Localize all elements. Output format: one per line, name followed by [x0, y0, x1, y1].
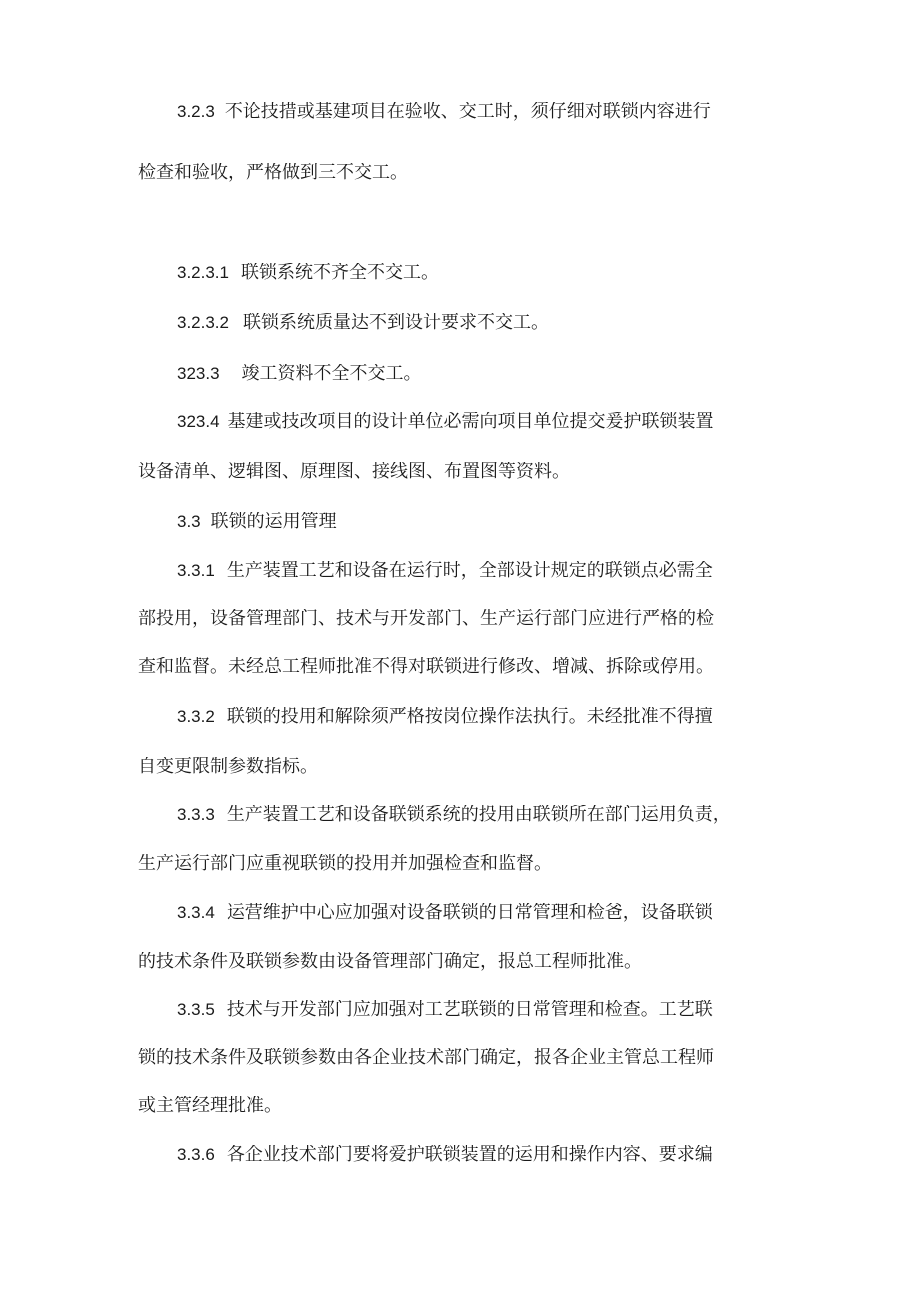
section-number: 3.2.3 — [177, 102, 215, 121]
paragraph-text: 不论技措或基建项目在验收、交工时，须仔细对联锁内容进行 — [224, 102, 711, 122]
paragraph-line — [138, 805, 782, 825]
paragraph-text: 自变更限制参数指标。 — [138, 757, 318, 777]
paragraph-3-3-3 — [138, 805, 782, 874]
paragraph-line — [138, 462, 782, 482]
paragraph-text: 生产运行部门应重视联锁的投用并加强检查和监督。 — [138, 854, 552, 874]
paragraph-line — [138, 263, 782, 283]
paragraph-text: 联锁系统质量达不到设计要求不交工。 — [243, 313, 549, 333]
paragraph-3-3-2 — [138, 707, 782, 777]
section-number: 3.3 — [177, 512, 201, 531]
paragraph-text: 联锁的运用管理 — [210, 512, 337, 532]
paragraph-3-2-3-1 — [138, 263, 782, 283]
paragraph-text: 运营维护中心应加强对设备联锁的日常管理和检爸，设备联锁 — [226, 903, 713, 923]
paragraph-line — [138, 102, 782, 122]
paragraph-text: 查和监督。未经总工程师批准不得对联锁进行修改、增减、拆除或停用。 — [138, 657, 714, 677]
paragraph-text: 生产装置工艺和设备在运行时，全部设计规定的联锁点必需全 — [226, 561, 713, 581]
paragraph-line — [138, 757, 782, 777]
paragraph-line — [138, 561, 782, 581]
paragraph-text: 联锁系统不齐全不交工。 — [241, 263, 439, 283]
paragraph-text: 联锁的投用和解除须严格按岗位操作法执行。未经批准不得擅 — [226, 707, 713, 727]
paragraph-3-3-1 — [138, 561, 782, 677]
paragraph-line — [138, 163, 782, 183]
paragraph-text: 部投用，设备管理部门、技术与开发部门、生产运行部门应进行严格的检 — [138, 609, 714, 629]
paragraph-line — [138, 609, 782, 629]
paragraph-3-2-3-2 — [138, 313, 782, 333]
paragraph-323-3 — [138, 364, 782, 384]
section-number: 3.2.3.2 — [177, 313, 229, 332]
paragraph-text: 技术与开发部门应加强对工艺联锁的日常管理和检查。工艺联 — [226, 1000, 713, 1020]
paragraph-line — [138, 903, 782, 923]
paragraph-line — [138, 952, 782, 972]
paragraph-text: 竣工资料不全不交工。 — [241, 364, 422, 384]
section-number: 3.3.6 — [177, 1145, 215, 1164]
section-number: 3.3.5 — [177, 1000, 215, 1019]
section-number: 3.3.1 — [177, 561, 215, 580]
section-number: 3.2.3.1 — [177, 263, 229, 282]
paragraph-3-3-4 — [138, 903, 782, 972]
section-number: 3.3.4 — [177, 903, 215, 922]
paragraph-line — [138, 1048, 782, 1068]
paragraph-line — [138, 1000, 782, 1020]
paragraph-3-3 — [138, 512, 782, 532]
section-number: 323.4 — [177, 412, 220, 431]
paragraph-line — [138, 707, 782, 727]
paragraph-text: 检查和验收，严格做到三不交工。 — [138, 163, 408, 183]
paragraph-line — [138, 412, 782, 432]
paragraph-3-2-3 — [138, 102, 782, 183]
paragraph-line — [138, 854, 782, 874]
paragraph-line — [138, 512, 782, 532]
section-number: 3.3.2 — [177, 707, 215, 726]
paragraph-line — [138, 313, 782, 333]
paragraph-3-3-5 — [138, 1000, 782, 1116]
paragraph-line — [138, 1145, 782, 1165]
paragraph-line — [138, 1096, 782, 1116]
paragraph-323-4 — [138, 412, 782, 482]
paragraph-3-3-6 — [138, 1145, 782, 1165]
section-number: 3.3.3 — [177, 805, 215, 824]
paragraph-line — [138, 657, 782, 677]
paragraph-text: 各企业技术部门要将爱护联锁装置的运用和操作内容、要求编 — [226, 1145, 713, 1165]
section-number: 323.3 — [177, 364, 220, 383]
paragraph-text: 的技术条件及联锁参数由设备管理部门确定，报总工程师批准。 — [138, 952, 642, 972]
paragraph-text: 锁的技术条件及联锁参数由各企业技术部门确定，报各企业主管总工程师 — [138, 1048, 714, 1068]
paragraph-text: 设备清单、逻辑图、原理图、接线图、布置图等资料。 — [138, 462, 570, 482]
paragraph-line — [138, 364, 782, 384]
paragraph-text: 生产装置工艺和设备联锁系统的投用由联锁所在部门运用负责， — [226, 805, 731, 825]
paragraph-text: 基建或技改项目的设计单位必需向项目单位提交爰护联锁装置 — [227, 412, 714, 432]
paragraph-text: 或主管经理批准。 — [138, 1096, 282, 1116]
